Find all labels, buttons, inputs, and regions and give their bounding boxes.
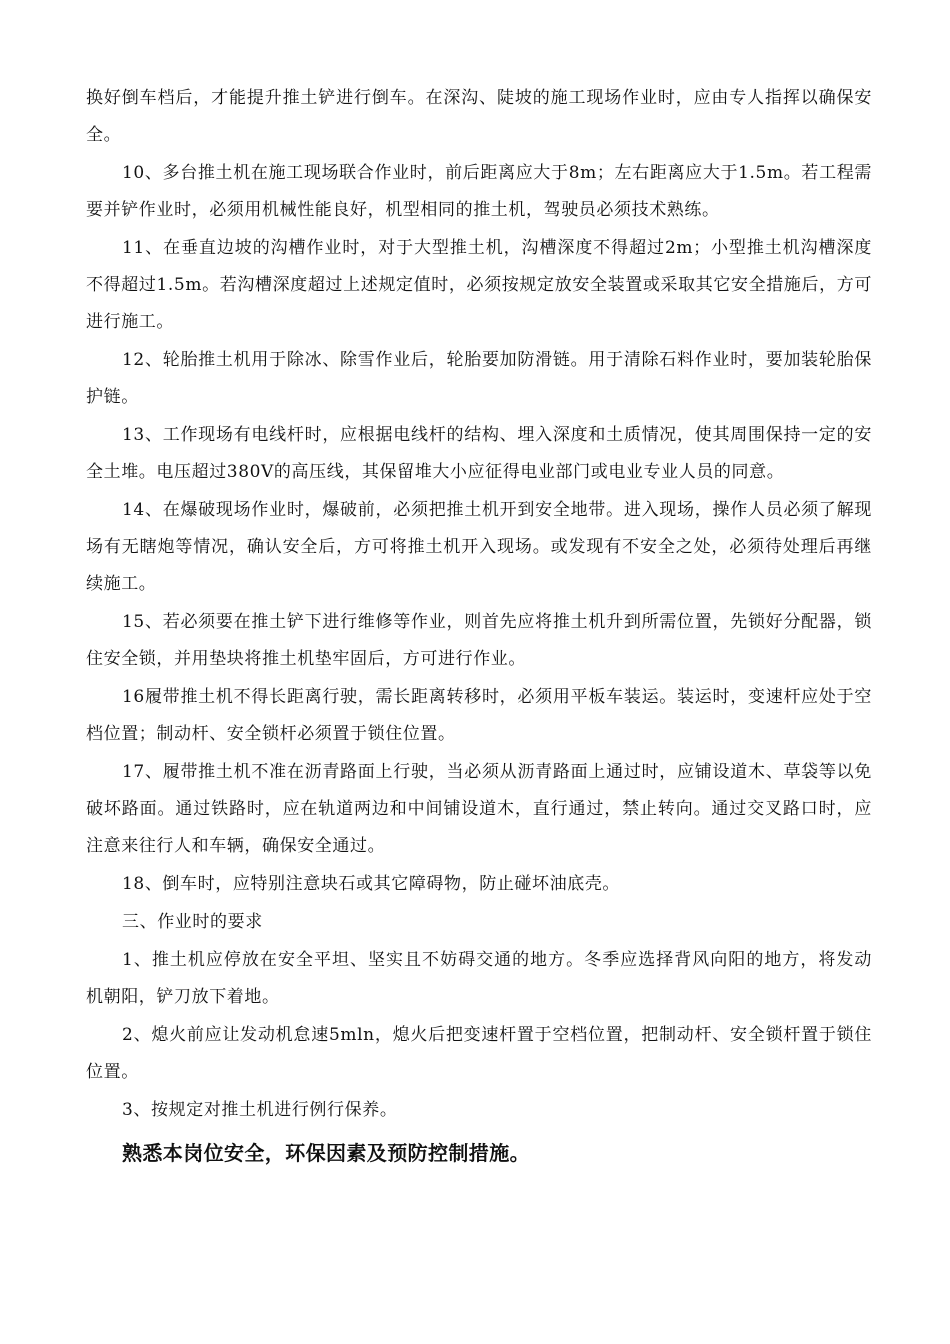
paragraph-item-16: 16履带推土机不得长距离行驶，需长距离转移时，必须用平板车装运。装运时，变速杆应处于空档位置；制动杆、安全锁杆必须置于锁住位置。 [86, 687, 872, 744]
paragraph-item-14: 14、在爆破现场作业时，爆破前，必须把推土机开到安全地带。进入现场，操作人员必须了解现场有无瞎炮等情况，确认安全后，方可将推土机开入现场。或发现有不安全之处，必须待处理后再继续施工。 [86, 500, 872, 594]
section-heading: 三、作业时的要求 [122, 912, 263, 932]
closing-statement: 熟悉本岗位安全，环保因素及预防控制措施。 [122, 1141, 530, 1165]
paragraph-requirement-2: 2、熄火前应让发动机怠速5mln，熄火后把变速杆置于空档位置，把制动杆、安全锁杆置于锁住位置。 [86, 1025, 872, 1082]
paragraph-continuation: 换好倒车档后，才能提升推土铲进行倒车。在深沟、陡坡的施工现场作业时，应由专人指挥以确保安全。 [86, 88, 872, 145]
document-page [86, 80, 872, 1174]
paragraph-item-10: 10、多台推土机在施工现场联合作业时，前后距离应大于8m；左右距离应大于1.5m。若工程需要并铲作业时，必须用机械性能良好，机型相同的推土机，驾驶员必须技术熟练。 [86, 163, 872, 220]
paragraph-item-11: 11、在垂直边坡的沟槽作业时，对于大型推土机，沟槽深度不得超过2m；小型推土机沟槽深度不得超过1.5m。若沟槽深度超过上述规定值时，必须按规定放安全装置或采取其它安全措施后，方可进行施工。 [86, 238, 872, 332]
paragraph-item-15: 15、若必须要在推土铲下进行维修等作业，则首先应将推土机升到所需位置，先锁好分配器，锁住安全锁，并用垫块将推土机垫牢固后，方可进行作业。 [86, 612, 872, 669]
paragraph-requirement-3: 3、按规定对推土机进行例行保养。 [122, 1100, 398, 1120]
paragraph-item-18: 18、倒车时，应特别注意块石或其它障碍物，防止碰坏油底壳。 [122, 874, 621, 894]
paragraph-item-13: 13、工作现场有电线杆时，应根据电线杆的结构、埋入深度和土质情况，使其周围保持一定的安全土堆。电压超过380V的高压线，其保留堆大小应征得电业部门或电业专业人员的同意。 [86, 425, 872, 482]
paragraph-requirement-1: 1、推土机应停放在安全平坦、坚实且不妨碍交通的地方。冬季应选择背风向阳的地方，将发动机朝阳，铲刀放下着地。 [86, 950, 872, 1007]
paragraph-item-17: 17、履带推土机不准在沥青路面上行驶，当必须从沥青路面上通过时，应铺设道木、草袋等以免破坏路面。通过铁路时，应在轨道两边和中间铺设道木，直行通过，禁止转向。通过交叉路口时，应注意来往行人和车辆，确保安全通过。 [86, 762, 872, 856]
paragraph-item-12: 12、轮胎推土机用于除冰、除雪作业后，轮胎要加防滑链。用于清除石料作业时，要加装轮胎保护链。 [86, 350, 872, 407]
